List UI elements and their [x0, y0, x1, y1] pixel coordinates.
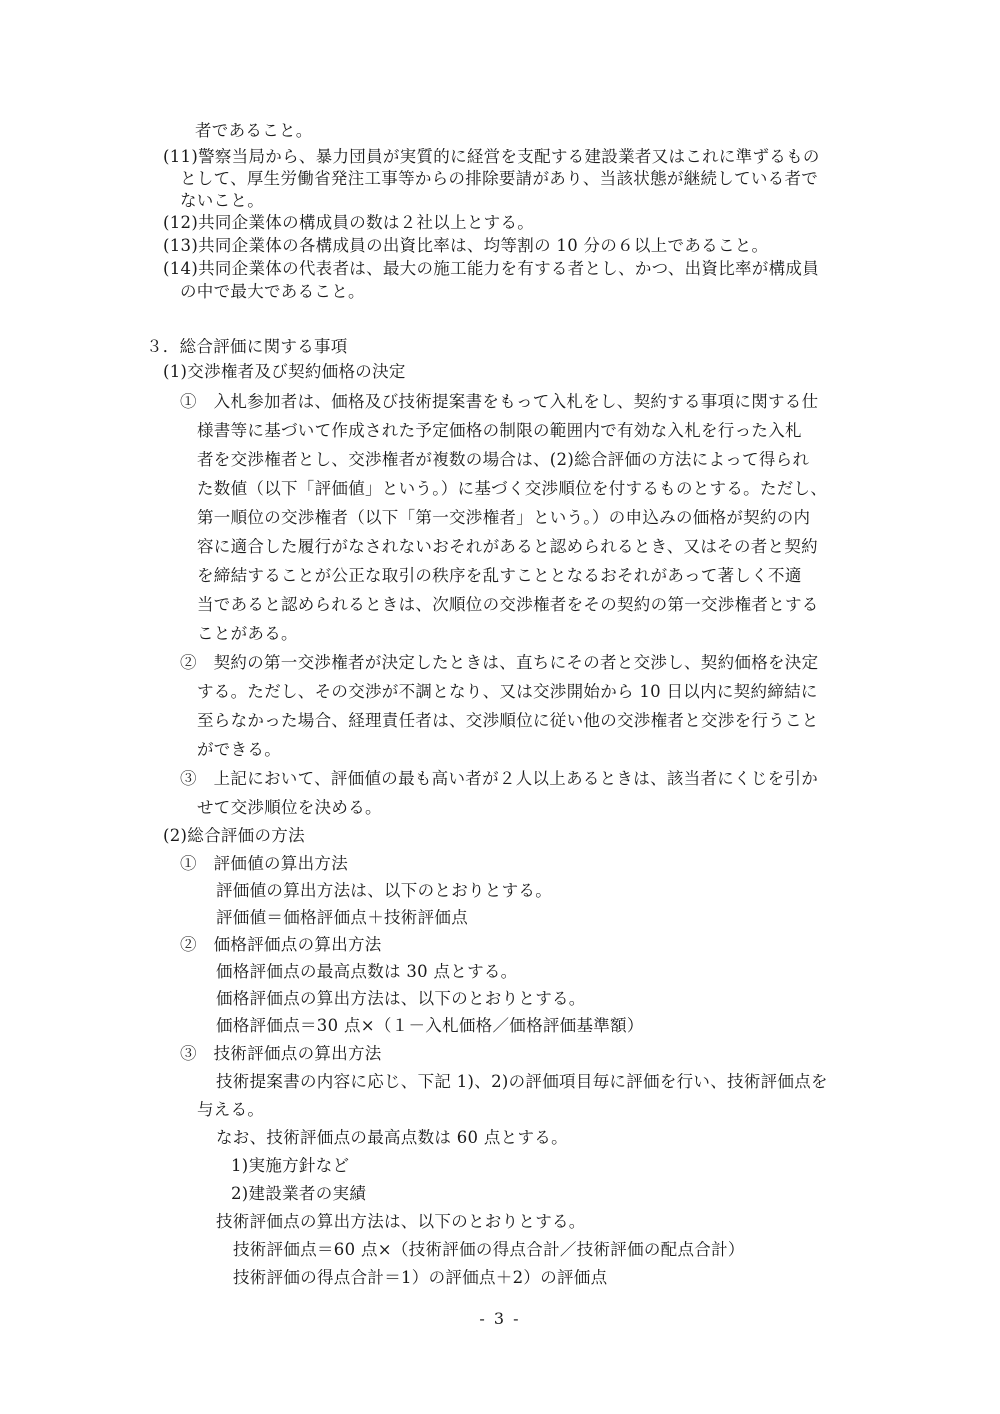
text-line: (12)共同企業体の構成員の数は２社以上とする。 — [163, 213, 535, 232]
section-heading: ３．総合評価に関する事項 — [146, 337, 348, 356]
text-line: ことがある。 — [197, 624, 298, 643]
text-line: 技術評価点の算出方法は、以下のとおりとする。 — [216, 1212, 586, 1231]
text-line: ② 価格評価点の算出方法 — [180, 935, 382, 954]
text-line: 価格評価点の最高点数は 30 点とする。 — [216, 962, 518, 981]
text-line: 技術評価の得点合計＝1）の評価点＋2）の評価点 — [233, 1268, 608, 1287]
text-line: 価格評価点の算出方法は、以下のとおりとする。 — [216, 989, 586, 1008]
text-line: ③ 上記において、評価値の最も高い者が２人以上あるときは、該当者にくじを引か — [180, 769, 819, 788]
text-line: ないこと。 — [180, 191, 264, 210]
text-line: 者を交渉権者とし、交渉権者が複数の場合は、(2)総合評価の方法によって得られ — [197, 450, 810, 469]
subsection-heading: (1)交渉権者及び契約価格の決定 — [163, 362, 406, 381]
text-line: た数値（以下「評価値」という。）に基づく交渉順位を付するものとする。ただし、 — [197, 479, 828, 498]
text-line: 第一順位の交渉権者（以下「第一交渉権者」という。）の申込みの価格が契約の内 — [197, 508, 811, 527]
text-line: なお、技術評価点の最高点数は 60 点とする。 — [216, 1128, 568, 1147]
text-line: 技術提案書の内容に応じ、下記 1)、2)の評価項目毎に評価を行い、技術評価点を — [216, 1072, 828, 1091]
text-line: 1)実施方針など — [231, 1156, 350, 1175]
text-line: せて交渉順位を決める。 — [197, 798, 382, 817]
text-line: (11)警察当局から、暴力団員が実質的に経営を支配する建設業者又はこれに準ずるもの — [163, 147, 820, 166]
text-line: ③ 技術評価点の算出方法 — [180, 1044, 382, 1063]
text-line: を締結することが公正な取引の秩序を乱すこととなるおそれがあって著しく不適 — [197, 566, 802, 585]
text-line: ② 契約の第一交渉権者が決定したときは、直ちにその者と交渉し、契約価格を決定 — [180, 653, 819, 672]
text-line: ① 評価値の算出方法 — [180, 854, 348, 873]
text-line: 価格評価点＝30 点×（１－入札価格／価格評価基準額） — [216, 1016, 644, 1035]
text-line: 至らなかった場合、経理責任者は、交渉順位に従い他の交渉権者と交渉を行うこと — [197, 711, 819, 730]
text-line: (14)共同企業体の代表者は、最大の施工能力を有する者とし、かつ、出資比率が構成員 — [163, 259, 820, 278]
text-line: ができる。 — [197, 740, 281, 759]
text-line: する。ただし、その交渉が不調となり、又は交渉開始から 10 日以内に契約締結に — [197, 682, 818, 701]
text-line: 2)建設業者の実績 — [231, 1184, 367, 1203]
text-line: ① 入札参加者は、価格及び技術提案書をもって入札をし、契約する事項に関する仕 — [180, 392, 819, 411]
text-line: 様書等に基づいて作成された予定価格の制限の範囲内で有効な入札を行った入札 — [197, 421, 802, 440]
text-line: 評価値＝価格評価点＋技術評価点 — [216, 908, 468, 927]
text-line: として、厚生労働省発注工事等からの排除要請があり、当該状態が継続している者で — [180, 169, 819, 188]
text-line: 技術評価点＝60 点×（技術評価の得点合計／技術評価の配点合計） — [233, 1240, 745, 1259]
text-line: の中で最大であること。 — [180, 282, 365, 301]
text-line: 者であること。 — [195, 121, 313, 140]
text-line: (13)共同企業体の各構成員の出資比率は、均等割の 10 分の６以上であること。 — [163, 236, 769, 255]
text-line: 評価値の算出方法は、以下のとおりとする。 — [216, 881, 552, 900]
subsection-heading: (2)総合評価の方法 — [163, 826, 305, 845]
text-line: 与える。 — [197, 1100, 265, 1119]
text-line: 容に適合した履行がなされないおそれがあると認められるとき、又はその者と契約 — [197, 537, 818, 556]
page-number: - 3 - — [479, 1309, 521, 1328]
text-line: 当であると認められるときは、次順位の交渉権者をその契約の第一交渉権者とする — [197, 595, 819, 614]
